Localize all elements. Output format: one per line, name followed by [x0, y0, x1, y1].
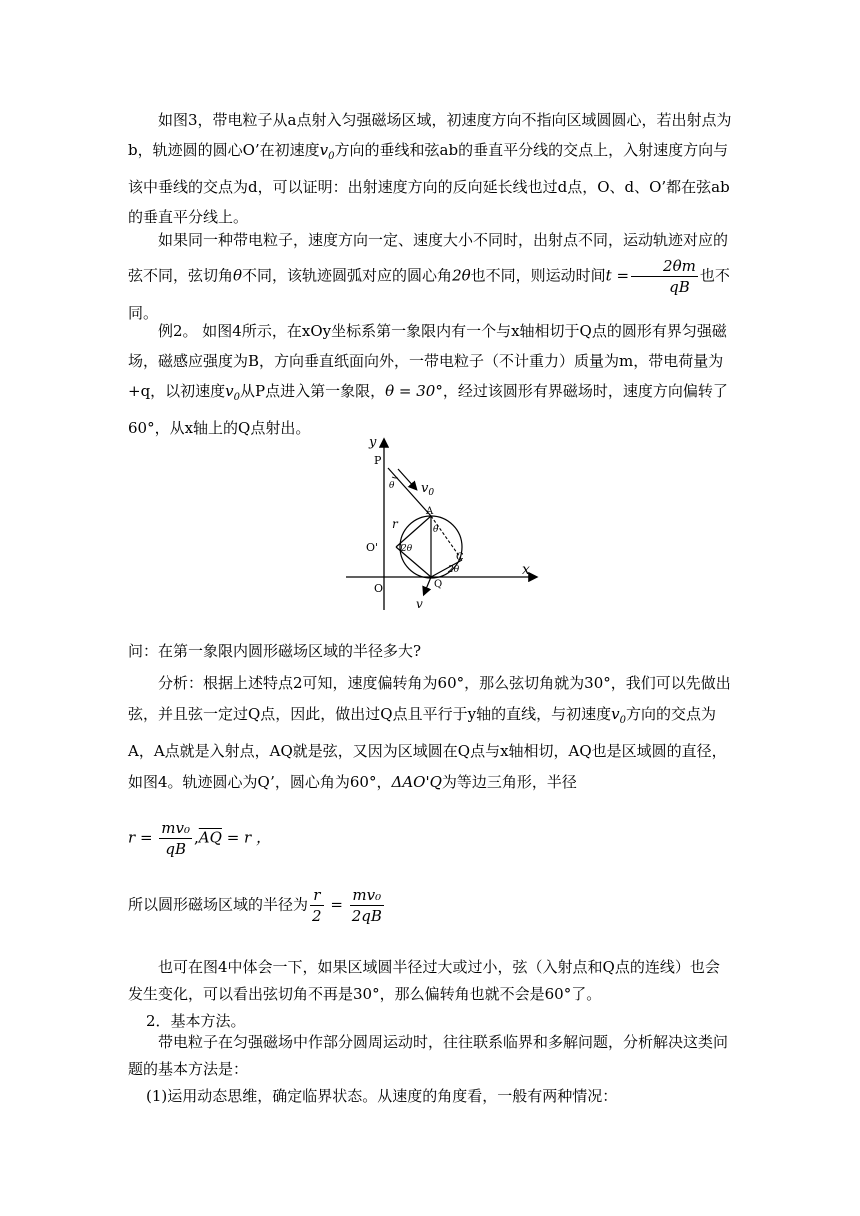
equation-2	[128, 885, 386, 926]
analysis-paragraph	[128, 668, 734, 798]
eq2-fraction-left: $\frac{r}{2}$	[312, 886, 322, 925]
p2-text-c: 也不同，则运动时间	[470, 266, 606, 285]
analysis-angle-60: 60°	[437, 674, 465, 692]
p2-text-a: 如果同一种带电粒子，速度方向一定、速度大小不同时，出射点不同，运动轨迹对应的弦不同，弦切角	[128, 231, 729, 285]
eq1-tail: = r ，	[226, 828, 271, 847]
p4-text-c: 了。	[571, 985, 602, 1003]
analysis-text-f: 为等边三角形，半径	[441, 773, 577, 791]
question: 问：在第一象限内圆形磁场区域的半径多大?	[128, 642, 422, 660]
label-v: v	[416, 597, 423, 611]
eq1-fraction: $\frac{\text{mv₀}}{qB}$	[161, 819, 191, 858]
p1-text-a: 如图3，带电粒子从a点射入匀强磁场区域，初速度方向不指向区域圆圆心，若出射点为b，轨迹圆的圆心O’在初速度	[128, 111, 732, 159]
analysis-triangle: ΔAO'Q	[391, 773, 442, 791]
label-2theta-o: 2θ	[401, 544, 413, 554]
paragraph-2	[128, 224, 734, 329]
p4-angle-60: 60°	[544, 985, 572, 1003]
label-theta-a: θ	[433, 525, 439, 535]
paragraph-1	[128, 105, 734, 232]
p2-two-theta: 2θ	[452, 266, 471, 285]
label-o-prime: O'	[366, 541, 379, 554]
label-2theta-c: 2θ	[448, 565, 460, 575]
eq2-equals: =	[330, 895, 343, 914]
eq2-text: 所以圆形磁场区域的半径为	[128, 895, 309, 914]
paragraph-example-2	[128, 316, 734, 443]
analysis-text-c: ，我们可以先做出弦，并且弦一定过Q点，因此，做出过Q点且平行于y轴的直线，与初速度	[128, 674, 731, 723]
figure-4-diagram	[338, 434, 546, 616]
eq1-comma: ,	[194, 828, 199, 847]
p2-theta: θ	[233, 266, 243, 285]
p3-text-a: 例2。 如图4所示，在xOy坐标系第一象限内有一个与x轴相切于Q点的圆形有界匀强磁场，磁感应强度为B，方向垂直纸面向外，一带电粒子（不计重力）质量为m，带电荷量为+q，以初速度	[128, 322, 727, 400]
label-x: x	[522, 562, 530, 578]
label-a: A	[426, 506, 434, 517]
analysis-angle-30: 30°	[584, 674, 611, 692]
equation-1	[128, 818, 271, 859]
v-arrow	[424, 577, 431, 594]
p4-text-b: ，那么偏转角也就不会是	[379, 985, 545, 1003]
analysis-angle-60b: 60°	[349, 773, 377, 791]
label-v0: $v_0$	[421, 481, 435, 498]
p2-t-eq: t =	[605, 266, 630, 285]
label-q: Q	[434, 579, 443, 590]
eq1-r: r =	[128, 828, 153, 847]
label-y: y	[369, 435, 377, 450]
p3-angle: 60°	[128, 419, 155, 437]
p1-v0: $v_0$	[319, 141, 335, 162]
label-o: O	[374, 582, 384, 595]
p3-text-d: ，从x轴上的Q点射出。	[154, 419, 311, 437]
p4-text-a: 也可在图4中体会一下，如果区域圆半径过大或过小，弦（入射点和Q点的连线）也会发生变化，可以看出弦切角不再是	[128, 958, 720, 1003]
label-c: C	[456, 552, 464, 563]
section-basic-method: 2．基本方法。	[146, 1012, 246, 1030]
label-p: P	[374, 454, 382, 467]
analysis-text-e: ，	[376, 773, 392, 791]
oprime-to-a	[396, 516, 431, 547]
label-r: r	[392, 517, 398, 531]
p3-v0: $v_0$	[225, 382, 241, 403]
p2-text-d: 也不同。	[128, 266, 730, 322]
analysis-text-a: 分析：根据上述特点2可知，速度偏转角为	[158, 674, 438, 692]
eq1-aq: $\overline{AQ}$	[198, 828, 222, 847]
analysis-text-d: 方向的交点为A，A点就是入射点，AQ就是弦，又因为区域圆在Q点与x轴相切，AQ也是区域圆的直径，如图4。轨迹圆心为Q’，圆心角为	[128, 705, 727, 791]
eq2-fraction-right: $\frac{\text{mv₀}}{2qB}$	[351, 886, 382, 925]
p4-angle-30: 30°	[353, 985, 380, 1003]
p3-text-c: ，经过该圆形有界磁场时，速度方向偏转了	[442, 382, 728, 400]
p2-fraction: $\frac{2\theta m}{qB}$	[631, 256, 698, 297]
paragraph-4	[128, 954, 734, 1008]
analysis-v0: $v_0$	[611, 705, 626, 726]
p3-theta-eq: θ = 30°	[385, 382, 443, 400]
p1-text-b: 方向的垂线和弦ab的垂直平分线的交点上，入射速度方向与该中垂线的交点为d，可以证明：出射速度方向的反向延长线也过d点，O、d、O’都在弦ab的垂直平分线上。	[128, 141, 730, 226]
label-theta-p: θ	[389, 481, 395, 491]
paragraph-6: 带电粒子在匀强磁场中作部分圆周运动时，往往联系临界和多解问题，分析解决这类问题的基本方法是：	[128, 1033, 729, 1078]
v0-arrow	[398, 469, 416, 489]
p3-text-b: 从P点进入第一象限，	[240, 382, 386, 400]
p2-text-b: 不同，该轨迹圆弧对应的圆心角	[242, 266, 453, 285]
analysis-text-b: ，那么弦切角就为	[464, 674, 585, 692]
paragraph-7: (1)运用动态思维，确定临界状态。从速度的角度看，一般有两种情况：	[146, 1087, 618, 1105]
